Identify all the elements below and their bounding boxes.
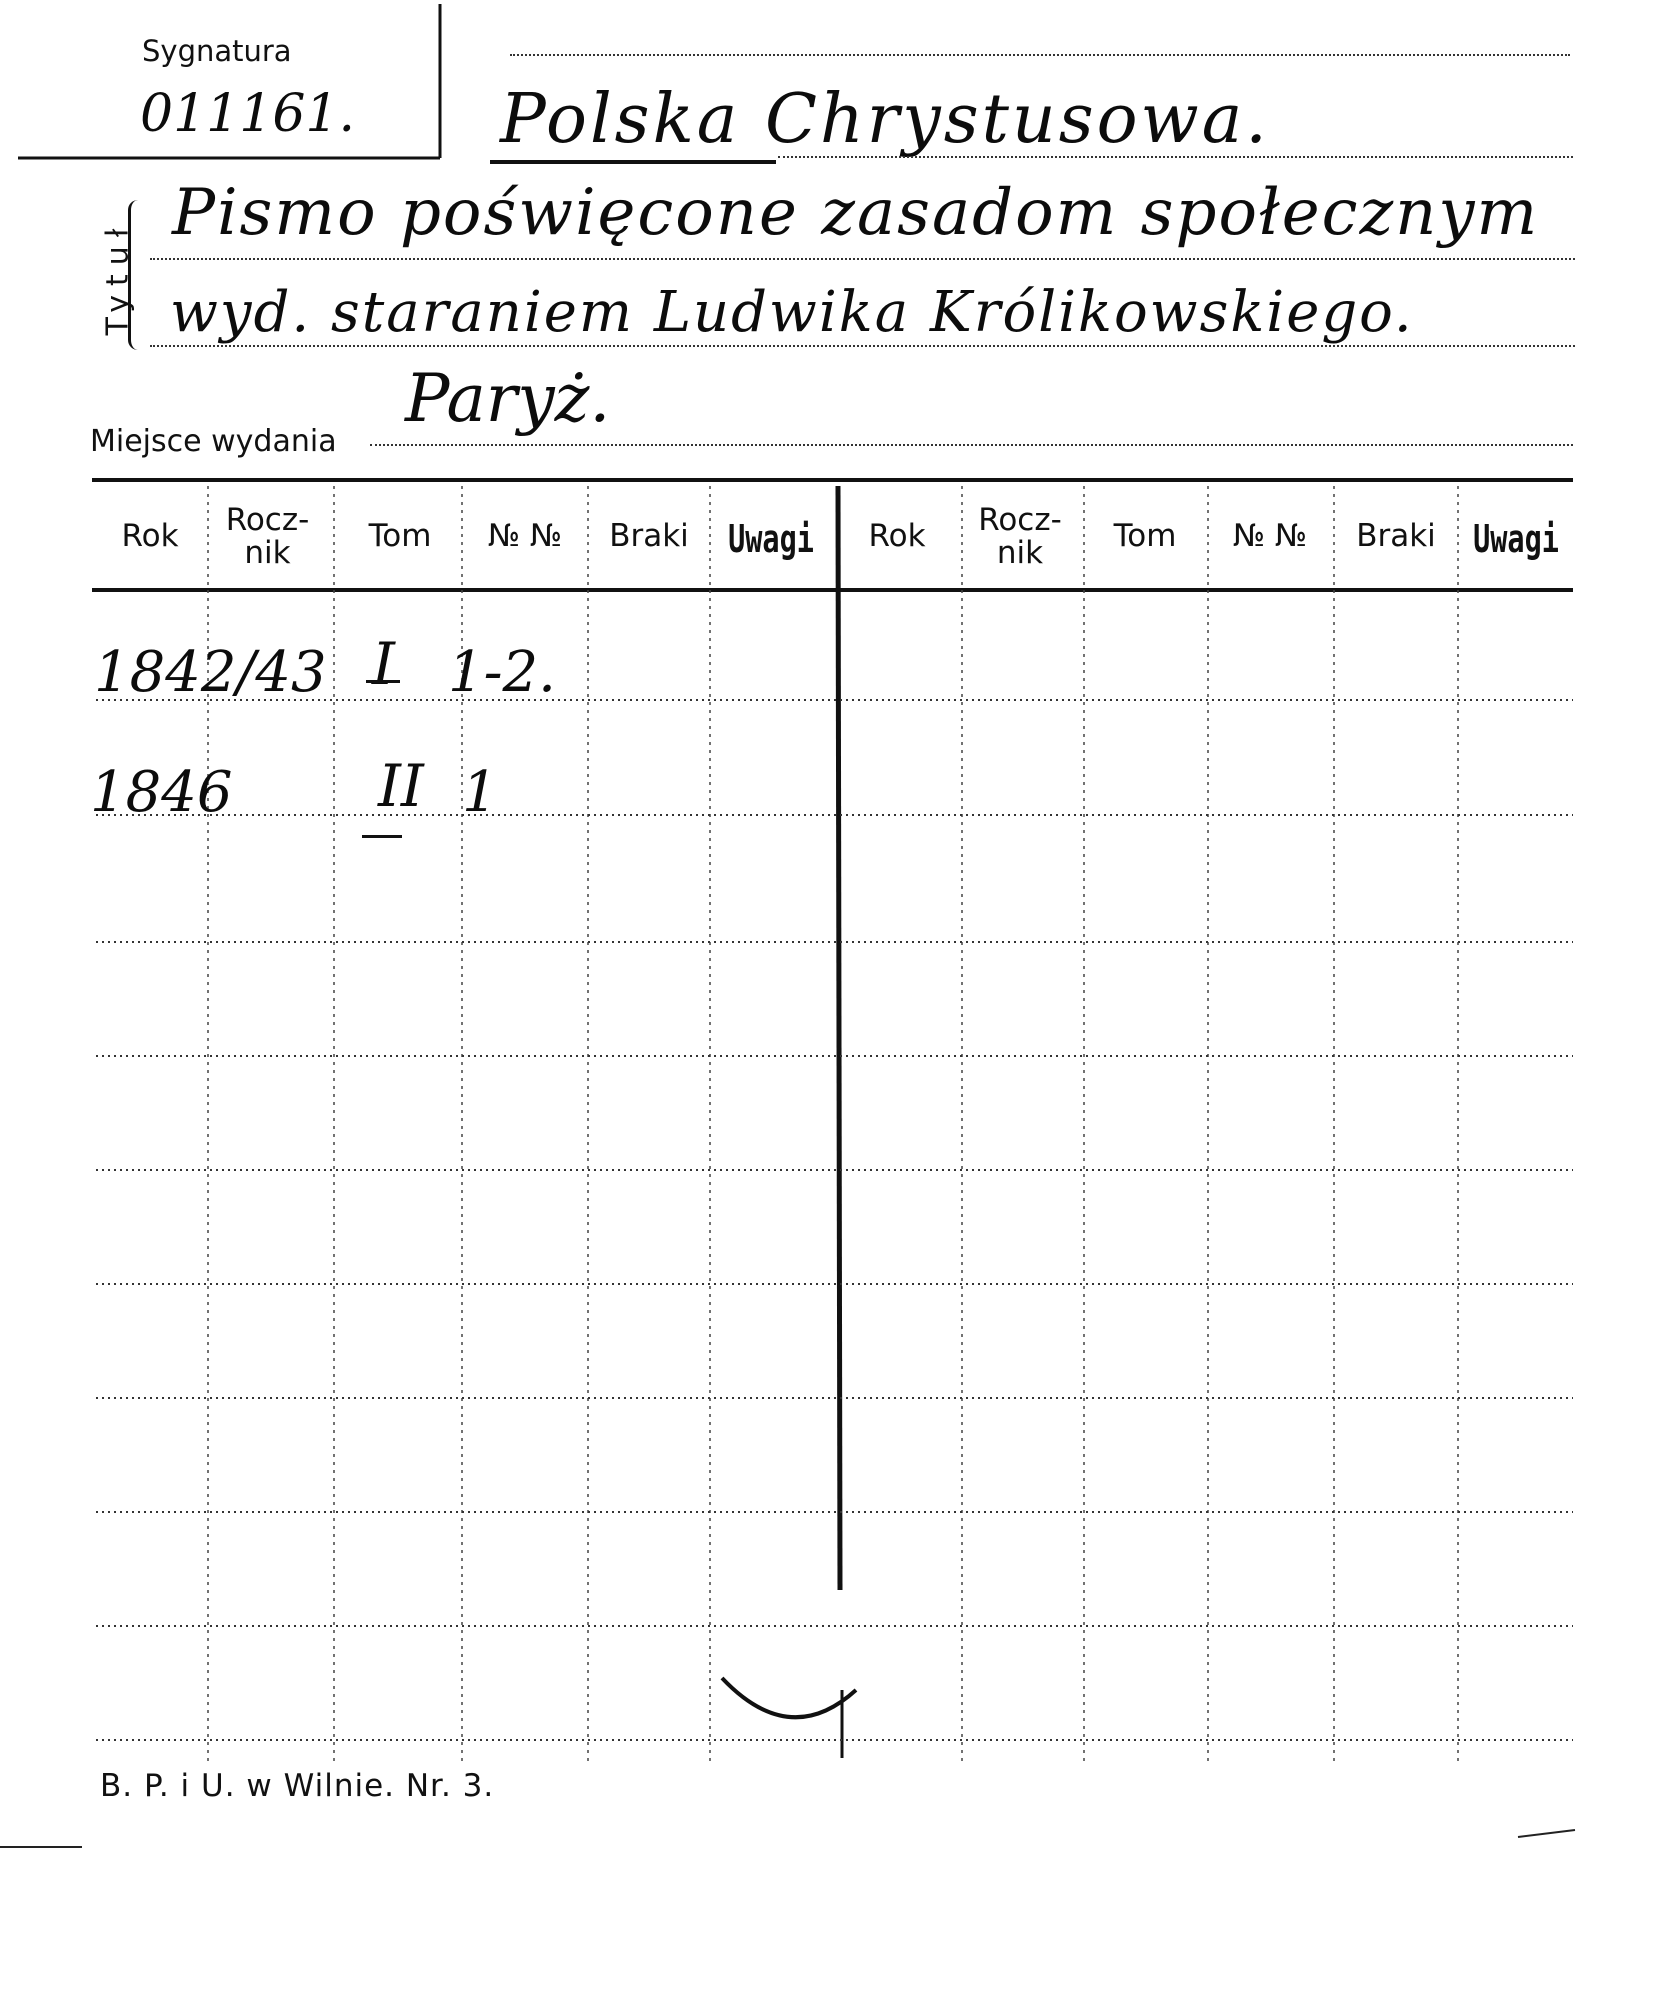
header-tom-right: Tom [1113,518,1177,554]
row-2-tom: II [378,752,424,820]
miejsce-label: Miejsce wydania [90,424,337,459]
miejsce-value: Paryż. [405,360,611,437]
header-tom: Tom [368,518,432,554]
sygnatura-label: Sygnatura [142,34,292,68]
row-1-rok: 1842/43 [94,640,327,705]
title-line-3: wyd. staraniem Ludwika Królikowskiego. [170,280,1414,345]
header-rok: Rok [121,518,179,554]
tytul-brace [128,200,149,350]
header-rocznik-right: Rocz- nik [978,502,1062,571]
title-underline [490,160,776,164]
tom-underline [362,835,402,838]
title-main: Polska Chrystusowa. [500,80,1270,159]
header-numery: № № [487,518,563,554]
header-uwagi: Uwagi [728,517,814,561]
title-line-2: Pismo poświęcone zasadom społecznym [172,176,1540,250]
row-1-numery: 1-2. [448,640,556,705]
tytul-label: Tytuł [100,219,136,336]
header-braki: Braki [609,518,689,554]
header-braki-right: Braki [1356,518,1436,554]
header-uwagi-right: Uwagi [1473,517,1559,561]
row-2-rok: 1846 [90,760,233,825]
sygnatura-value: 011161. [140,84,356,144]
footer-print: B. P. i U. w Wilnie. Nr. 3. [100,1768,495,1804]
row-1-tom: I [372,630,395,698]
header-numery-right: № № [1232,518,1308,554]
header-rocznik: Rocz- nik [225,502,310,571]
row-2-numery: 1 [462,760,498,825]
header-rok-right: Rok [868,518,926,554]
tom-underline [366,680,400,683]
